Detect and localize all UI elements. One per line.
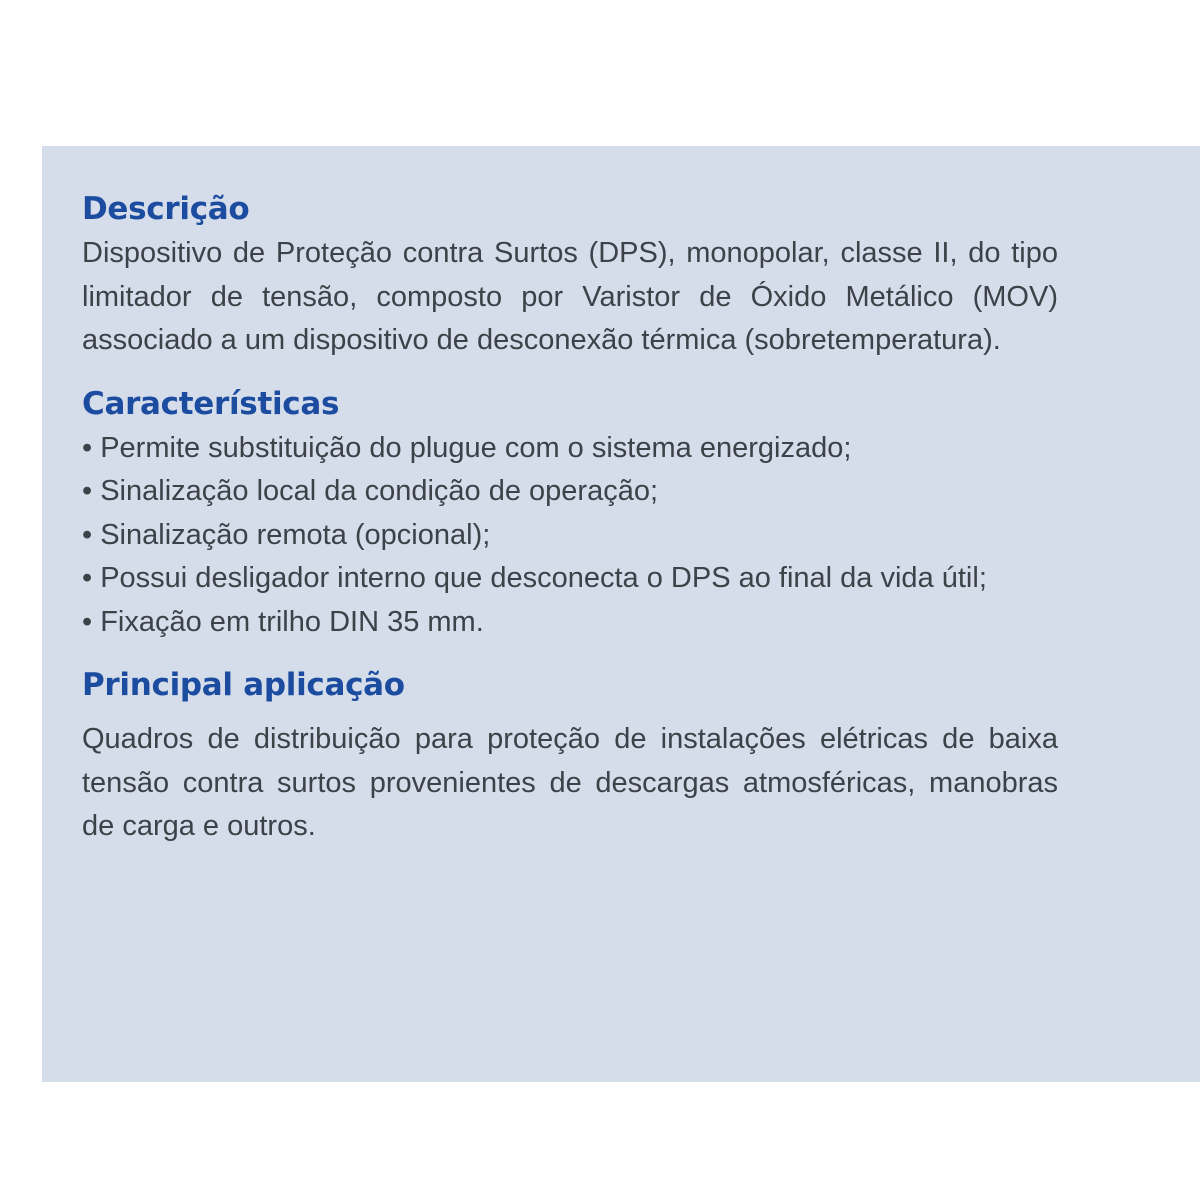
list-item: • Permite substituição do plugue com o sistema energizado; bbox=[82, 431, 852, 464]
panel-content bbox=[82, 186, 1058, 849]
info-panel bbox=[42, 146, 1200, 1082]
list-item: • Sinalização local da condição de operação; bbox=[82, 475, 659, 507]
list-item: • Fixação em trilho DIN 35 mm. bbox=[82, 605, 484, 638]
spacer bbox=[82, 644, 1058, 662]
aplicacao-text: Quadros de distribuição para proteção de instalações elétricas de baixa tensão contra surtos provenientes de descargas atmosféricas, manobras de carga e outros. bbox=[82, 723, 1058, 842]
descricao-heading: Descrição bbox=[82, 191, 250, 227]
aplicacao-heading: Principal aplicação bbox=[82, 667, 405, 703]
caracteristicas-heading: Características bbox=[82, 385, 340, 422]
caracteristicas-list bbox=[82, 427, 1058, 645]
list-item: • Possui desligador interno que desconecta o DPS ao final da vida útil; bbox=[82, 562, 987, 594]
spacer bbox=[82, 363, 1058, 381]
list-item: • Sinalização remota (opcional); bbox=[82, 518, 491, 551]
descricao-text: Dispositivo de Proteção contra Surtos (DPS), monopolar, classe II, do tipo limitador de tensão, composto por Varistor de Óxido Metálico (MOV) associado a um dispositivo de desconexão térmica (sobretemperatura). bbox=[82, 237, 1058, 356]
spacer bbox=[82, 708, 1058, 718]
